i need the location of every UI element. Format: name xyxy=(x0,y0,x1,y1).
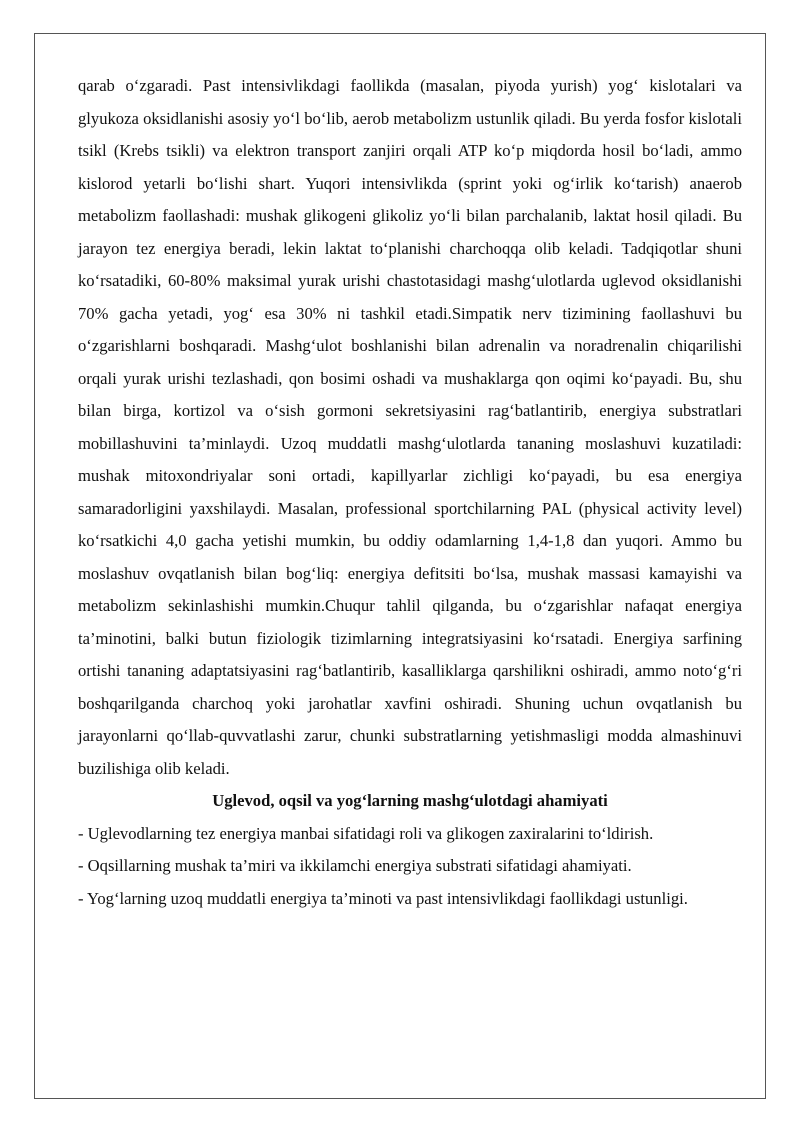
list-item: - Uglevodlarning tez energiya manbai sifatidagi roli va glikogen zaxiralarini to‘ldirish. xyxy=(78,823,654,843)
list-item: - Oqsillarning mushak ta’miri va ikkilamchi energiya substrati sifatidagi ahamiyati. xyxy=(78,856,632,875)
section-heading: Uglevod, oqsil va yog‘larning mashg‘ulotdagi ahamiyati xyxy=(212,791,608,810)
body-paragraph: qarab o‘zgaradi. Past intensivlikdagi faollikda (masalan, piyoda yurish) yog‘ kislotalari va glyukoza oksidlanishi asosiy yo‘l bo‘lib, aerob metabolizm ustunlik qiladi. Bu yerda fosfor kislotali tsikl (Krebs tsikli) va elektron transport zanjiri orqali ATP ko‘p miqdorda hosil bo‘ladi, ammo kislorod yetarli bo‘lishi shart. Yuqori intensivlikda (sprint yoki og‘irlik ko‘tarish) anaerob metabolizm faollashadi: mushak glikogeni glikoliz yo‘li bilan parchalanib, laktat hosil qiladi. Bu jarayon tez energiya beradi, lekin laktat to‘planishi charchoqqa olib keladi. Tadqiqotlar shuni ko‘rsatadiki, 60-80% maksimal yurak urishi chastotasidagi mashg‘ulotlarda uglevod oksidlanishi 70% gacha yetadi, yog‘ esa 30% ni tashkil etadi.Simpatik nerv tizimining faollashuvi bu o‘zgarishlarni boshqaradi. Mashg‘ulot boshlanishi bilan adrenalin va noradrenalin chiqarilishi orqali yurak urishi tezlashadi, qon bosimi oshadi va mushaklarga qon oqimi ko‘payadi. Bu, shu bilan birga, kortizol va o‘sish gormoni sekretsiyasini rag‘batlantirib, energiya substratlari mobillashuvini ta’minlaydi. Uzoq muddatli mashg‘ulotlarda tananing moslashuvi kuzatiladi: mushak mitoxondriyalar soni ortadi, kapillyarlar zichligi ko‘payadi, bu esa energiya samaradorligini yaxshilaydi. Masalan, professional sportchilarning PAL (physical activity level) ko‘rsatkichi 4,0 gacha yetishi mumkin, bu oddiy odamlarning 1,4-1,8 dan yuqori. Ammo bu moslashuv ovqatlanish bilan bog‘liq: energiya defitsiti bo‘lsa, mushak massasi kamayishi va metabolizm sekinlashishi mumkin.Chuqur tahlil qilganda, bu o‘zgarishlar nafaqat energiya ta’minotini, balki butun fiziologik tizimlarning integratsiyasini ko‘rsatadi. Energiya sarfining ortishi tananing adaptatsiyasini rag‘batlantirib, kasalliklarga qarshilikni oshiradi, ammo noto‘g‘ri boshqarilganda charchoq yoki jarohatlar xavfini oshiradi. Shuning uchun ovqatlanish bu jarayonlarni qo‘llab-quvvatlashi zarur, chunki substratlarning yetishmasligi modda almashinuvi buzilishiga olib keladi. xyxy=(78,76,742,778)
list-item: - Yog‘larning uzoq muddatli energiya ta’minoti va past intensivlikdagi faollikdagi ustunligi. xyxy=(78,888,688,908)
page-content xyxy=(78,70,742,915)
